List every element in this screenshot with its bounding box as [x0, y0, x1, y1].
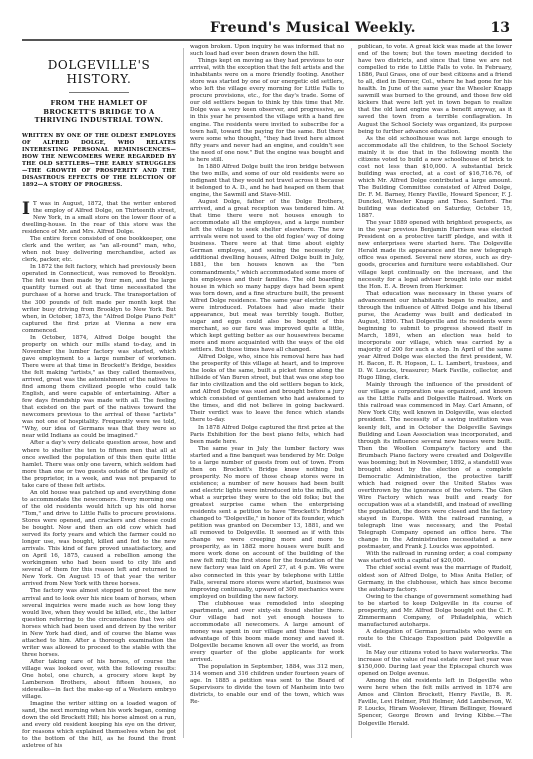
article-title: DOLGEVILLE'S HISTORY.	[47, 58, 151, 86]
paragraph: The same year in July the lumber factory was started and a fine banquet was tendered by Mr. Dolge to a large number of guests from out of town. From then on Brockett's Bridge knew nothing but prosperity. No more of those cheap stores were in existence; a number of new houses had been built and electric lights were introduced into the mills, and what a surprise they were to the old folks; but the greatest surprise came when the enterprising residents sent a petition to have "Brockett's Bridge" changed to "Dolgeville," in honor of its founder, which petition was granted on December 13, 1881, and we all removed to Dolgeville. It seemed as if with this change we were creeping more and more to prosperity, as in 1882 more houses were built and more work done on account of the building of the new felt mill; the first stone for the foundation of the new factory was laid on April 27, at 4 p.m. We were also connected in this year by telephone with Little Falls, several more stores were started, business was improving continually, upward of 300 mechanics were employed on building the new factory.	[190, 445, 344, 600]
paragraph: In 1880 Alfred Dolge built the iron bridge between the two mills, and some of our old residents were so indignant that they would not travel across it because it belonged to A. D., and he had heaped on them that engine, the Sawmill and Stave-Mill.	[190, 163, 344, 198]
paragraph: Owing to the change of government something had to be started to keep Dolgeville in its course of prosperity, and Mr. Alfred Dolge bought out the C. F. Zimmermann Company, of Philadelphia, which manufactured autoharps.	[358, 593, 512, 628]
column-divider	[351, 48, 352, 738]
paragraph: A delegation of German journalists who were en route to the Chicago Exposition paid Dolgeville a visit.	[358, 628, 512, 649]
paragraph: As the old schoolhouse was not large enough to accommodate all the children, to the School Society mainly it is due that in the following month the citizens voted to build a new schoolhouse of brick to cost not less than $10,000. A substantial brick building was erected, at a cost of $16,716.76, of which Mr. Alfred Dolge contributed a large amount. The Building Committee consisted of Alfred Dolge, Dr. F. M. Barney, Henry Faville, Howard Spencer, F. J. Dunckel, Wheeler Knapp and Theo. Sanford. The building was dedicated on Saturday, October 15, 1887.	[358, 135, 512, 220]
paragraph: publican, to vote. A great kick was made at the lower end of the town; but the town meeting decided to have two districts, and since that time we are not compelled to ride to Little Falls to vote. In February, 1886, Paul Grass, one of our best citizens and a friend to all, died in Denver, Col., where he had gone for his health. In June of the same year the Wheeler Knapp sawmill was burned to the ground, and those few old kickers that were left yet in town began to realize that the old land engine was a benefit anyway, as it saved the town from a terrible conflagration. In August the School Society was organized, its purpose being to further advance education.	[358, 44, 512, 135]
paragraph: The chief social event was the marriage of Rudolf, oldest son of Alfred Dolge, to Miss Anita Heller, of Germany, in the clubhouse, which has since become the autoharp factory.	[358, 565, 512, 593]
column-3	[358, 44, 512, 744]
paragraph: wagon broken. Upon inquiry he was informed that no such load had ever been drawn down the hill.	[190, 44, 344, 58]
paragraph: The factory was almost stopped to greet the new arrival and to look over his nice team of horses, when several inquiries were made such as how long they would live, when they would be killed, etc., the latter question referring to the circumstance that two old horses which had been used and driven by the writer in New York had died, and of course the blame was attached to him. After a thorough examination the writer was allowed to proceed to the stable with the three horses.	[22, 588, 176, 658]
lead-paragraph	[22, 198, 176, 236]
title-divider	[69, 92, 129, 93]
paragraph: The entire force consisted of one bookkeeper, one clerk and the writer, as "an all-round" man, who, when not busy delivering merchandise, acted as clerk, packer, etc.	[22, 236, 176, 264]
article-columns	[22, 44, 512, 750]
paragraph: That education was necessary in these years of advancement our inhabitants began to realize, and through the influence of Alfred Dolge and his liberal purse, the Academy was built and dedicated in August, 1890. That Dolgeville and its residents were beginning to submit to progress showed itself in March, 1891, when an election was held to incorporate our village, which was carried by a majority of 200 for such a step. In April of the same year Alfred Dolge was elected the first president, W. H. Bacon, E. R. Hopson, L. L. Lambert, trustees, and D. W. Loucks, treasurer; Mark Faville, collector, and Hugo Illing, clerk.	[358, 290, 512, 382]
paragraph: Imagine the writer sitting on a loaded wagon of sand, the next morning when his work began, coming down the old Brockett Hill; his horse almost on a run, and every old resident keeping his eye on the driver, for reasons which explained themselves when he got to the bottom of the hill, as he found the front axletree of his	[22, 701, 176, 750]
paragraph: T was in August, 1872, that the writer entered the employ of Alfred Dolge, on Thirteenth street, New York, in a small store on the lower floor of a dwelling-house. In the rear of this store was the residence of Mr. and Mrs. Alfred Dolge.	[22, 200, 176, 236]
paragraph: The clubhouse was remodeled into sleeping apartments, and over sixty-six found shelter there. Our village had not yet enough houses to accommodate all newcomers. A large amount of money was spent in our village and those that took advantage of this boom made money and saved it. Dolgeville became known all over the world, as from every quarter of the globe applicants for work arrived.	[190, 600, 344, 664]
drop-cap: I	[22, 198, 30, 219]
article-summary: WRITTEN BY ONE OF THE OLDEST EMPLOYES OF ALFRED DOLGE, WHO RELATES INTERESTING PERSONAL REMINISCENCES—HOW THE NEWCOMERS WERE REGARDED BY THE OLD SETTLERS—THE EARLY STRUGGLES—THE GROWTH OF PROSPERITY AND THE DISASTROUS EFFECTS OF THE ELECTION OF 1892—A STORY OF PROGRESS.	[22, 132, 176, 188]
paragraph: In 1872 the felt factory, which had previously been operated in Connecticut, was removed to Brooklyn. The felt was then made by four men, and the large quantity turned out at that time necessitated the purchase of a horse and truck. The transportation of the 300 pounds of felt made per month kept the writer busy driving from Brooklyn to New York. But when, in October, 1873, the "Alfred Dolge Piano Felt" captured the first prize at Vienna a new era commenced.	[22, 264, 176, 334]
column-2	[190, 44, 344, 744]
paragraph: Things kept on moving as they had previous to our arrival, with the exception that the felt artists and the inhabitants were on a more friendly footing. Another store was started by one of our energetic old settlers, who left the village every morning for Little Falls to procure provisions, etc., for the day's trade. Some of our old settlers began to think by this time that Mr. Dolge was a very keen observer, and progressive, as in this year he presented the village with a hand fire engine. The residents were invited to subscribe for a town hall, toward the paying for the same. But there were some who thought, "they had lived here almost fifty years and never had an engine, and couldn't see the need of one now." But the engine was bought and is here still.	[190, 58, 344, 163]
publication-title: Freund's Musical Weekly.	[210, 20, 416, 36]
paragraph: Alfred Dolge, who, since his removal here has had the prosperity of this village at heart, and to improve the looks of the same, built a picket fence along the hillside of Van Buren street, but that was one step too far into civilization and the old settlers began to kick, and Alfred Dolge was sued and brought before a jury which consisted of gentlemen who had awakened to the times, and did not believe in going backward. Their verdict was to leave the fence which stands there to-day.	[190, 354, 344, 424]
paragraph: An old house was patched up and everything done to accommodate the newcomers. Every morning one of the old residents would hitch up his old horse "Tom," and drive to Little Falls to procure provisions. Stores were opened, and crackers and cheese could be bought. Now and then an old cow which had served its forty years and which the farmer could no longer use, was bought, killed and fed to the new arrivals. This kind of fare proved unsatisfactory, and on April 16, 1875, caused a rebellion among the workingmen who had been used to city life and several of them for this reason left and returned to New York. On August 15 of that year the writer arrived from New York with three horses.	[22, 489, 176, 588]
article-subhead: FROM THE HAMLET OF BROCKETT'S BRIDGE TO A THRIVING INDUSTRIAL TOWN.	[34, 99, 164, 124]
paragraph: Among the old residents left in Dolgeville who were here when the felt mills arrived in 1874 are Amos and Clinton Brockett, Henry Faville, B. R. Faville, Levi Helmer, Phil Helmer, Add Lamberson, W. P. Loucks, Hiram Woolever, Hiram Bellinger, Howard Spencer, George Brown and Irving Kibbe.—The Dolgeville Herald.	[358, 678, 512, 727]
paragraph: After taking care of his horses, of course the village was looked over, with the following results: One hotel, one church, a grocery store kept by Lamberson Brothers, about fifteen houses, no sidewalks—in fact the make-up of a Western embryo village.	[22, 658, 176, 701]
paragraph: The year 1889 opened with brightest prospects, as in the year previous Benjamin Harrison was elected President on a protective tariff pledge, and with it new enterprises were started here. The Dolgeville Herald made its appearance and the new telegraph office was opened. Several new stores, such as dry-goods, groceries and furniture were established. Our village kept continually on the increase, and the necessity for a legal adviser brought into our midst the Hon. E. A. Brown from Herkimer.	[358, 220, 512, 290]
header-rule	[22, 39, 512, 41]
paragraph: After a day's very delicate question arose, how and where to shelter the ten to fifteen men that all at once swelled the population of this then quite little hamlet. There was only one tavern, which seldom had more than one or two guests outside of the family of the proprietor, in a week, and was not prepared to take care of these felt artists.	[22, 440, 176, 489]
paragraph: In October, 1874, Alfred Dolge bought the property on which our mills stand to-day, and in November the lumber factory was started, which gave employment to a large number of workmen. There were at that time in Brockett's Bridge, besides the felt making "artists," as they called themselves, arrived, great was the astonishment of the natives to find among them civilized people who could talk English, and were capable of entertaining. After a few days friendship was made with all. The feeling that existed on the part of the natives toward the newcomers previous to the arrival of these "artists" was not one of hospitality. Frequently were we told, "Why, our idea of Germans was that they were so near wild Indians as could be imagined."	[22, 334, 176, 440]
paragraph: In May our citizens voted to have waterworks. The increase of the value of real estate over last year was $150,000. During last year the Episcopal church was opened on Dolge avenue.	[358, 650, 512, 678]
paragraph: In 1878 Alfred Dolge captured the first prize at the Paris Exhibition for the best piano felts, which had been made here.	[190, 424, 344, 445]
column-1	[22, 44, 176, 750]
paragraph: With the railroad in running order, a coal company was started with a capital of $20,000.	[358, 551, 512, 565]
paragraph: August Dolge, father of the Dolge Brothers, arrived, and a great reception was tendered him. At that time there were not houses enough to accommodate all the employes, and a large number left the village to seek shelter elsewhere. The new arrivals were not used to the old fogies' way of doing business. There were at that time about eighty German employes, and seeing the necessity for additional dwelling houses, Alfred Dolge built in July, 1881, the ten houses known as the "ten commandments," which accommodated some more of his employees and their families. The old boarding house in which so many happy days had been spent was torn down, and a fine structure built, the present Alfred Dolge residence. The same year electric lights were introduced. Potatoes had also made their appearance, but meat was terribly tough. Butter, sugar and eggs could also be bought of this merchant, so our fare was improved quite a little, which kept getting better as our housewives became more and more acquainted with the ways of the old settlers. But those times have all changed.	[190, 199, 344, 354]
paragraph: The population in September, 1884, was 312 men, 314 women and 316 children under fourteen years of age. In 1885 a petition was sent to the Board of Supervisors to divide the town of Manheim into two districts, to enable our end of the town, which was Re-	[190, 664, 344, 706]
column-divider	[183, 48, 184, 738]
page-number: 13	[490, 20, 510, 36]
masthead	[210, 20, 510, 40]
paragraph: Mainly through the influence of the president of our village a corporation was organized, and known as the Little Falls and Dolgeville Railroad. Work on this railroad was commenced in May. Carl Amann, of New York City, well known in Dolgeville, was elected president. The necessity of a saving institution was keenly felt, and in October the Dolgeville Savings Building and Loan Association was incorporated, and through its influence several new houses were built. Then the Woollen Company's factory and the Brumbach Piano factory were created and Dolgeville was booming; but in November, 1892, a standstill was brought about by the election of a complete Democratic Administration, the protective tariff which had reigned over the United States was overthrown by the ignorance of the voters. The Glen Wire Factory which was built and ready for occupation was at a standstill, and instead of swelling the population, the doors were closed and the factory stayed in Europe. With the railroad running, a telegraph line was necessary, and the Postal Telegraph Company opened an office here. The change in the Administration necessitated a new postmaster, and Frank J. Loucks was appointed.	[358, 382, 512, 551]
